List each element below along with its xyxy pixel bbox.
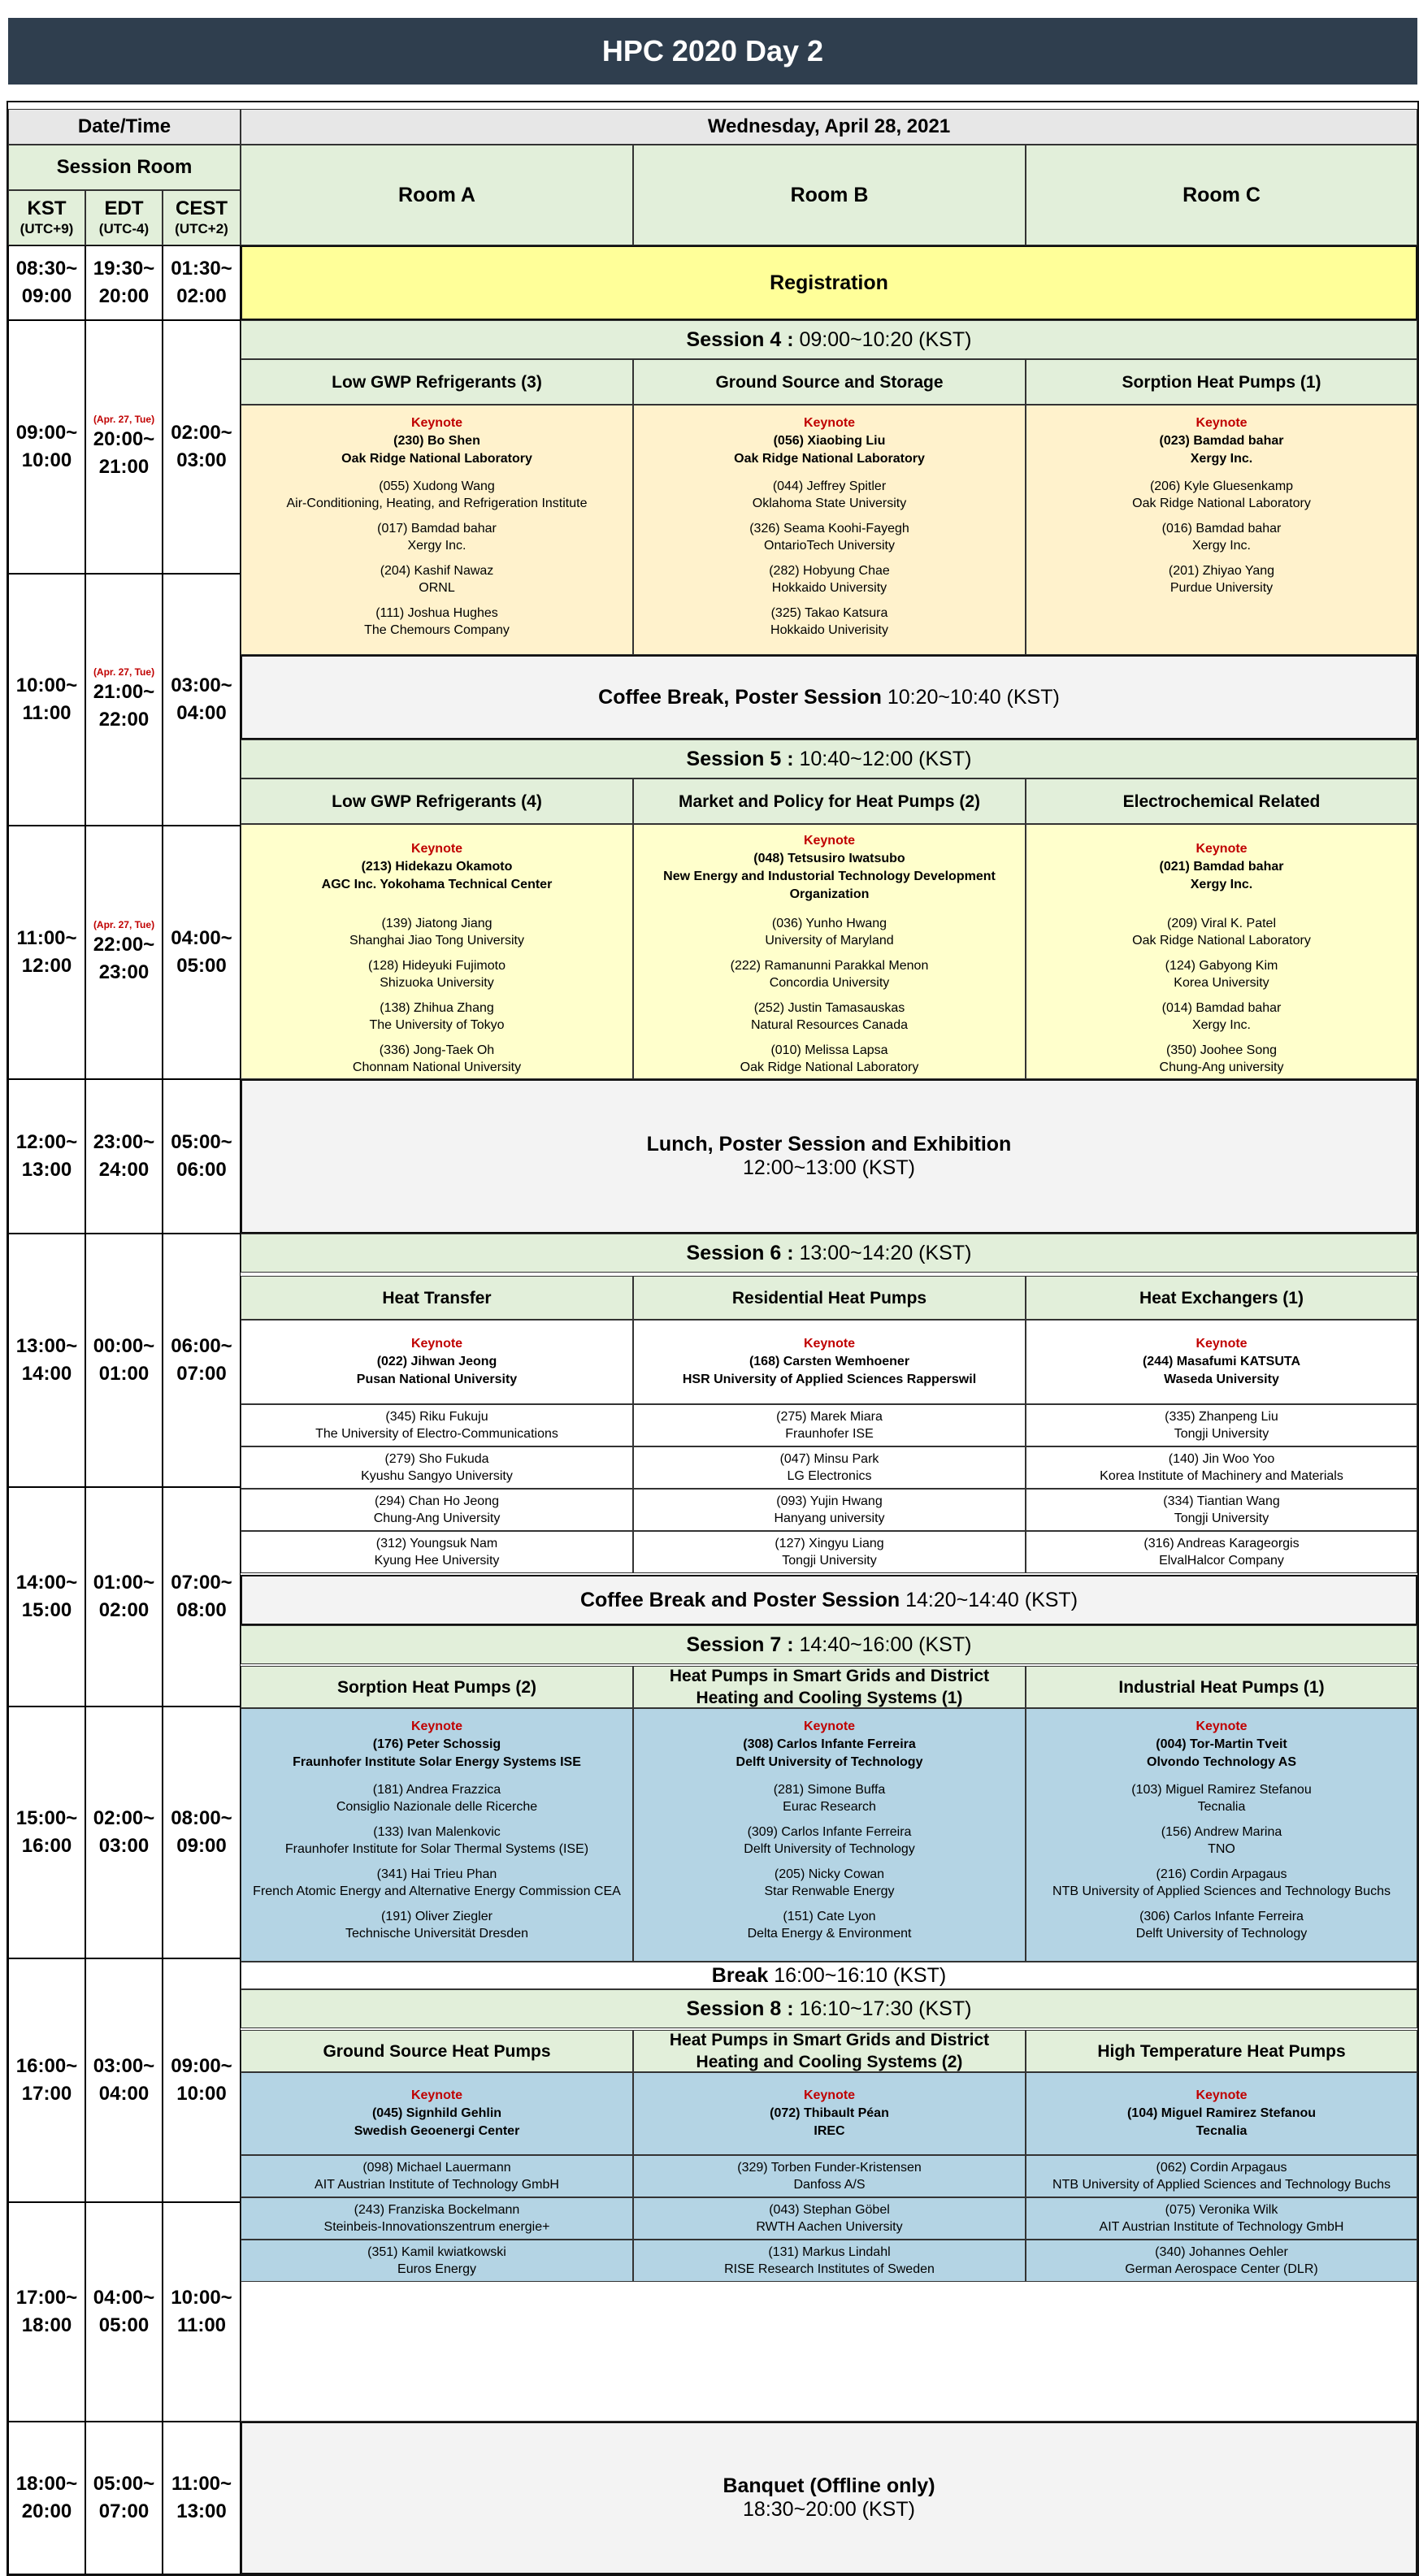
track-title: Sorption Heat Pumps (1): [1026, 359, 1417, 405]
session-room-label: Session Room: [8, 145, 241, 190]
speaker: (341) Hai Trieu Phan: [376, 1867, 497, 1881]
break-name: Coffee Break, Poster Session: [598, 685, 882, 709]
affiliation: Xergy Inc.: [1191, 539, 1251, 553]
keynote-line: (004) Tor-Martin Tveit: [1156, 1737, 1287, 1751]
time-start: 19:30~: [93, 258, 155, 280]
time-end: 24:00: [98, 1159, 150, 1181]
time-start: 02:00~: [171, 422, 232, 444]
keynote-line: Xergy Inc.: [1190, 878, 1253, 891]
time-end: 18:00: [21, 2314, 72, 2336]
date-note: (Apr. 27, Tue): [93, 919, 155, 930]
speaker: (047) Minsu Park: [779, 1452, 879, 1466]
speaker: (351) Kamil kwiatkowski: [367, 2245, 506, 2259]
speaker: (205) Nicky Cowan: [774, 1867, 885, 1881]
time-end: 05:00: [98, 2314, 150, 2336]
speaker: (216) Cordin Arpagaus: [1156, 1867, 1287, 1881]
speaker: (111) Joshua Hughes: [375, 606, 498, 620]
keynote-line: IREC: [814, 2124, 845, 2138]
keynote-line: Xergy Inc.: [1190, 452, 1253, 466]
keynote-label: Keynote: [1196, 1720, 1248, 1733]
time-end: 10:00: [176, 2083, 227, 2105]
affiliation: Xergy Inc.: [1191, 1018, 1251, 1032]
time-end: 10:00: [21, 449, 72, 471]
affiliation: Fraunhofer ISE: [785, 1427, 874, 1441]
affiliation: AIT Austrian Institute of Technology GmbH: [1099, 2220, 1344, 2234]
keynote-label: Keynote: [1196, 1337, 1248, 1351]
keynote-line: (230) Bo Shen: [393, 434, 480, 448]
speaker: (294) Chan Ho Jeong: [375, 1494, 499, 1508]
affiliation: NTB University of Applied Sciences and Technology Buchs: [1052, 1884, 1391, 1898]
speaker: (036) Yunho Hwang: [771, 917, 887, 930]
session-name: Session 4 :: [686, 327, 794, 351]
keynote-line: (045) Signhild Gehlin: [371, 2106, 502, 2120]
affiliation: Delft University of Technology: [744, 1842, 915, 1856]
track-title: Heat Pumps in Smart Grids and District Heating and Cooling Systems (2): [633, 2030, 1026, 2072]
speaker: (316) Andreas Karageorgis: [1143, 1537, 1300, 1550]
time-start: 16:00~: [15, 2055, 78, 2077]
keynote-label: Keynote: [410, 1337, 463, 1351]
time-start: 09:00~: [15, 422, 78, 444]
time-start: 00:00~: [93, 1335, 155, 1357]
time-start: 20:00~: [93, 428, 155, 450]
affiliation: German Aerospace Center (DLR): [1125, 2262, 1318, 2276]
timezone-offset: (UTC+2): [175, 221, 228, 236]
affiliation: LG Electronics: [787, 1469, 872, 1483]
time-end: 03:00: [176, 449, 227, 471]
time-end: 22:00: [98, 709, 150, 731]
speaker: (093) Yujin Hwang: [776, 1494, 883, 1508]
speaker: (335) Zhanpeng Liu: [1165, 1410, 1278, 1424]
timezone-offset: (UTC+9): [20, 221, 74, 236]
affiliation: TNO: [1208, 1842, 1235, 1856]
speaker: (206) Kyle Gluesenkamp: [1149, 479, 1294, 493]
affiliation: The University of Electro-Communications: [315, 1427, 558, 1441]
keynote-line: Organization: [789, 887, 870, 901]
speaker: (350) Joohee Song: [1165, 1043, 1278, 1057]
keynote-line: Oak Ridge National Laboratory: [734, 452, 925, 466]
track-title: Industrial Heat Pumps (1): [1026, 1666, 1417, 1708]
track-title: Low GWP Refrigerants (3): [241, 359, 633, 405]
time-start: 15:00~: [15, 1807, 78, 1829]
lunch-label: Lunch, Poster Session and Exhibition: [646, 1133, 1012, 1156]
time-end: 07:00: [98, 2500, 150, 2522]
break-time: 16:00~16:10 (KST): [774, 1963, 947, 1987]
affiliation: Oak Ridge National Laboratory: [1132, 497, 1311, 510]
speaker: (044) Jeffrey Spitler: [772, 479, 887, 493]
keynote-label: Keynote: [410, 2088, 463, 2102]
affiliation: Shanghai Jiao Tong University: [349, 934, 524, 948]
break-time: 10:20~10:40 (KST): [887, 685, 1060, 709]
speaker: (282) Hobyung Chae: [769, 564, 890, 578]
keynote-label: Keynote: [410, 416, 463, 430]
affiliation: Chonnam National University: [352, 1060, 522, 1074]
timezone-name: KST: [27, 197, 67, 219]
date-header: Wednesday, April 28, 2021: [241, 109, 1417, 145]
affiliation: ElvalHalcor Company: [1159, 1554, 1284, 1568]
speaker: (181) Andrea Frazzica: [372, 1783, 501, 1797]
time-end: 17:00: [21, 2083, 72, 2105]
keynote-line: (213) Hidekazu Okamoto: [361, 860, 513, 874]
time-start: 17:00~: [15, 2287, 78, 2309]
timezone-offset: (UTC-4): [98, 221, 150, 236]
room-header-c: Room C: [1026, 145, 1417, 245]
track-title: Ground Source Heat Pumps: [241, 2030, 633, 2072]
keynote-label: Keynote: [1196, 416, 1248, 430]
speaker: (098) Michael Lauermann: [362, 2161, 511, 2175]
track-title: Heat Exchangers (1): [1026, 1276, 1417, 1320]
speaker: (133) Ivan Malenkovic: [373, 1825, 501, 1839]
timezone-name: CEST: [175, 197, 228, 219]
affiliation: Steinbeis-Innovationszentrum energie+: [323, 2220, 550, 2234]
session-time: 14:40~16:00 (KST): [799, 1633, 972, 1656]
time-end: 13:00: [21, 1159, 72, 1181]
keynote-line: (168) Carsten Wemhoener: [749, 1355, 910, 1368]
page-title: HPC 2020 Day 2: [8, 18, 1417, 85]
affiliation: NTB University of Applied Sciences and Technology Buchs: [1052, 2178, 1391, 2192]
affiliation: Korea University: [1174, 976, 1269, 990]
time-start: 01:00~: [93, 1572, 155, 1594]
time-end: 15:00: [21, 1599, 72, 1621]
time-start: 13:00~: [15, 1335, 78, 1357]
time-start: 21:00~: [93, 681, 155, 703]
affiliation: Concordia University: [769, 976, 890, 990]
speaker: (312) Youngsuk Nam: [375, 1537, 498, 1550]
keynote-line: Pusan National University: [356, 1373, 518, 1386]
time-end: 23:00: [98, 961, 150, 983]
session-name: Session 7 :: [686, 1633, 794, 1656]
affiliation: Air-Conditioning, Heating, and Refrigeration Institute: [286, 497, 588, 510]
time-end: 02:00: [176, 285, 227, 307]
speaker: (062) Cordin Arpagaus: [1156, 2161, 1287, 2175]
affiliation: Oak Ridge National Laboratory: [1132, 934, 1311, 948]
affiliation: Hanyang university: [774, 1511, 885, 1525]
speaker: (124) Gabyong Kim: [1165, 959, 1278, 973]
time-start: 07:00~: [171, 1572, 232, 1594]
date-note: (Apr. 27, Tue): [93, 666, 155, 678]
keynote-label: Keynote: [1196, 842, 1248, 856]
affiliation: Chung-Ang university: [1159, 1060, 1284, 1074]
timezone-name: EDT: [104, 197, 144, 219]
speaker: (131) Markus Lindahl: [768, 2245, 891, 2259]
time-end: 03:00: [98, 1835, 150, 1857]
keynote-line: New Energy and Industorial Technology Development: [663, 870, 996, 883]
keynote-label: Keynote: [410, 842, 463, 856]
keynote-label: Keynote: [1196, 2088, 1248, 2102]
time-start: 14:00~: [15, 1572, 78, 1594]
keynote-label: Keynote: [803, 2088, 856, 2102]
affiliation: Kyung Hee University: [374, 1554, 500, 1568]
time-start: 22:00~: [93, 934, 155, 956]
keynote-label: Keynote: [410, 1720, 463, 1733]
affiliation: Tongji University: [1174, 1427, 1269, 1441]
speaker: (075) Veronika Wilk: [1165, 2203, 1278, 2217]
time-end: 11:00: [176, 2314, 227, 2336]
room-header-b: Room B: [633, 145, 1026, 245]
speaker: (243) Franziska Bockelmann: [354, 2203, 520, 2217]
speaker: (151) Cate Lyon: [783, 1910, 876, 1923]
time-start: 23:00~: [93, 1131, 155, 1153]
time-start: 08:30~: [15, 258, 78, 280]
time-start: 03:00~: [171, 674, 232, 696]
time-start: 04:00~: [171, 927, 232, 949]
keynote-line: (308) Carlos Infante Ferreira: [743, 1737, 916, 1751]
time-end: 11:00: [22, 702, 72, 724]
session-name: Session 6 :: [686, 1241, 794, 1264]
keynote-label: Keynote: [803, 1337, 856, 1351]
affiliation: The University of Tokyo: [369, 1018, 505, 1032]
speaker: (140) Jin Woo Yoo: [1168, 1452, 1275, 1466]
session-name: Session 8 :: [686, 1997, 794, 2020]
time-end: 12:00: [21, 955, 72, 977]
time-end: 14:00: [21, 1363, 72, 1385]
affiliation: RWTH Aachen University: [756, 2220, 903, 2234]
affiliation: French Atomic Energy and Alternative Energy Commission CEA: [253, 1884, 621, 1898]
speaker: (336) Jong-Taek Oh: [379, 1043, 495, 1057]
speaker: (329) Torben Funder-Kristensen: [737, 2161, 922, 2175]
lunch-time: 12:00~13:00 (KST): [743, 1156, 915, 1179]
speaker: (127) Xingyu Liang: [775, 1537, 884, 1550]
keynote-line: (022) Jihwan Jeong: [376, 1355, 497, 1368]
track-title: Market and Policy for Heat Pumps (2): [633, 778, 1026, 824]
affiliation: AIT Austrian Institute of Technology GmbH: [315, 2178, 559, 2192]
time-end: 04:00: [176, 702, 227, 724]
session-time: 16:10~17:30 (KST): [799, 1997, 972, 2020]
time-start: 11:00~: [171, 2473, 232, 2495]
affiliation: University of Maryland: [765, 934, 894, 948]
keynote-line: (023) Bamdad bahar: [1159, 434, 1284, 448]
speaker: (201) Zhiyao Yang: [1168, 564, 1275, 578]
time-start: 10:00~: [171, 2287, 232, 2309]
speaker: (055) Xudong Wang: [379, 479, 495, 493]
keynote-line: Swedish Geoenergi Center: [354, 2124, 520, 2138]
time-end: 16:00: [21, 1835, 72, 1857]
speaker: (345) Riku Fukuju: [385, 1410, 488, 1424]
time-start: 09:00~: [171, 2055, 232, 2077]
track-title: Electrochemical Related: [1026, 778, 1417, 824]
banquet-label: Banquet (Offline only): [723, 2474, 935, 2497]
affiliation: Oklahoma State University: [752, 497, 907, 510]
speaker: (138) Zhihua Zhang: [380, 1001, 494, 1015]
speaker: (204) Kashif Nawaz: [380, 564, 494, 578]
keynote-line: Tecnalia: [1196, 2124, 1248, 2138]
speaker: (340) Johannes Oehler: [1155, 2245, 1288, 2259]
affiliation: Star Renwable Energy: [764, 1884, 895, 1898]
speaker: (281) Simone Buffa: [773, 1783, 886, 1797]
affiliation: Hokkaido University: [771, 581, 887, 595]
keynote-line: Oak Ridge National Laboratory: [341, 452, 532, 466]
time-start: 05:00~: [171, 1131, 232, 1153]
affiliation: Delft University of Technology: [1135, 1927, 1308, 1941]
session-time: 13:00~14:20 (KST): [799, 1241, 972, 1264]
speaker: (016) Bamdad bahar: [1161, 522, 1282, 536]
affiliation: RISE Research Institutes of Sweden: [724, 2262, 935, 2276]
speaker: (043) Stephan Göbel: [769, 2203, 890, 2217]
time-end: 02:00: [98, 1599, 150, 1621]
break-time: 14:20~14:40 (KST): [905, 1588, 1078, 1611]
time-start: 10:00~: [15, 674, 78, 696]
affiliation: Tongji University: [782, 1554, 877, 1568]
time-start: 18:00~: [15, 2473, 78, 2495]
affiliation: Tongji University: [1174, 1511, 1269, 1525]
speaker: (309) Carlos Infante Ferreira: [747, 1825, 912, 1839]
keynote-line: (072) Thibault Péan: [770, 2106, 889, 2120]
affiliation: Hokkaido Univerisity: [770, 623, 888, 637]
affiliation: Kyushu Sangyo University: [361, 1469, 513, 1483]
time-end: 09:00: [21, 285, 72, 307]
session-name: Session 5 :: [686, 747, 794, 770]
room-header-a: Room A: [241, 145, 633, 245]
keynote-line: (048) Tetsusiro Iwatsubo: [753, 852, 905, 865]
affiliation: Shizuoka University: [380, 976, 494, 990]
affiliation: Korea Institute of Machinery and Materials: [1100, 1469, 1343, 1483]
speaker: (334) Tiantian Wang: [1163, 1494, 1280, 1508]
affiliation: OntarioTech University: [764, 539, 895, 553]
speaker: (275) Marek Miara: [776, 1410, 883, 1424]
time-start: 08:00~: [171, 1807, 232, 1829]
affiliation: Technische Universität Dresden: [345, 1927, 528, 1941]
break-name: Break: [711, 1963, 769, 1987]
speaker: (222) Ramanunni Parakkal Menon: [730, 959, 929, 973]
time-end: 06:00: [176, 1159, 227, 1181]
time-end: 13:00: [176, 2500, 227, 2522]
registration-row: Registration: [241, 245, 1417, 320]
keynote-label: Keynote: [803, 834, 856, 848]
session-time: 10:40~12:00 (KST): [799, 747, 972, 770]
speaker: (010) Melissa Lapsa: [770, 1043, 888, 1057]
time-end: 04:00: [98, 2083, 150, 2105]
time-start: 04:00~: [93, 2287, 155, 2309]
speaker: (014) Bamdad bahar: [1161, 1001, 1282, 1015]
speaker: (325) Takao Katsura: [770, 606, 888, 620]
speaker: (191) Oliver Ziegler: [381, 1910, 493, 1923]
time-start: 05:00~: [93, 2473, 155, 2495]
affiliation: Purdue University: [1169, 581, 1274, 595]
track-title: Heat Pumps in Smart Grids and District Heating and Cooling Systems (1): [633, 1666, 1026, 1708]
time-start: 06:00~: [171, 1335, 232, 1357]
track-title: Heat Transfer: [241, 1276, 633, 1320]
date-time-label: Date/Time: [8, 109, 241, 145]
time-start: 02:00~: [93, 1807, 155, 1829]
keynote-line: Olvondo Technology AS: [1147, 1755, 1296, 1769]
banquet-time: 18:30~20:00 (KST): [743, 2498, 915, 2521]
speaker: (326) Seama Koohi-Fayegh: [749, 522, 909, 536]
affiliation: Danfoss A/S: [793, 2178, 866, 2192]
affiliation: Natural Resources Canada: [751, 1018, 908, 1032]
keynote-line: HSR University of Applied Sciences Rapperswil: [682, 1373, 977, 1386]
time-start: 03:00~: [93, 2055, 155, 2077]
time-start: 12:00~: [15, 1131, 78, 1153]
keynote-label: Keynote: [803, 416, 856, 430]
keynote-line: AGC Inc. Yokohama Technical Center: [321, 878, 553, 891]
keynote-line: (244) Masafumi KATSUTA: [1142, 1355, 1301, 1368]
affiliation: Fraunhofer Institute for Solar Thermal Systems (ISE): [284, 1842, 589, 1856]
affiliation: The Chemours Company: [364, 623, 510, 637]
affiliation: Oak Ridge National Laboratory: [740, 1060, 919, 1074]
track-title: Ground Source and Storage: [633, 359, 1026, 405]
speaker: (103) Miguel Ramirez Stefanou: [1131, 1783, 1312, 1797]
track-title: High Temperature Heat Pumps: [1026, 2030, 1417, 2072]
keynote-line: (104) Miguel Ramirez Stefanou: [1126, 2106, 1317, 2120]
time-end: 05:00: [176, 955, 227, 977]
time-end: 07:00: [176, 1363, 227, 1385]
speaker: (139) Jiatong Jiang: [381, 917, 493, 930]
date-note: (Apr. 27, Tue): [93, 414, 155, 425]
time-end: 09:00: [176, 1835, 227, 1857]
affiliation: ORNL: [419, 581, 455, 595]
affiliation: Consiglio Nazionale delle Ricerche: [336, 1800, 538, 1814]
track-title: Sorption Heat Pumps (2): [241, 1666, 633, 1708]
speaker: (279) Sho Fukuda: [384, 1452, 489, 1466]
time-end: 01:00: [98, 1363, 150, 1385]
time-start: 11:00~: [16, 927, 77, 949]
keynote-line: (176) Peter Schossig: [372, 1737, 501, 1751]
session-time: 09:00~10:20 (KST): [799, 327, 972, 351]
speaker: (017) Bamdad bahar: [377, 522, 497, 536]
affiliation: Chung-Ang University: [373, 1511, 501, 1525]
affiliation: Delta Energy & Environment: [747, 1927, 912, 1941]
speaker: (156) Andrew Marina: [1161, 1825, 1282, 1839]
time-start: 01:30~: [171, 258, 232, 280]
track-title: Low GWP Refrigerants (4): [241, 778, 633, 824]
track-title: Residential Heat Pumps: [633, 1276, 1026, 1320]
time-end: 08:00: [176, 1599, 227, 1621]
break-name: Coffee Break and Poster Session: [579, 1588, 900, 1611]
speaker: (209) Viral K. Patel: [1167, 917, 1276, 930]
keynote-line: (021) Bamdad bahar: [1159, 860, 1284, 874]
affiliation: Tecnalia: [1197, 1800, 1246, 1814]
speaker: (128) Hideyuki Fujimoto: [368, 959, 506, 973]
keynote-label: Keynote: [803, 1720, 856, 1733]
affiliation: Xergy Inc.: [407, 539, 466, 553]
affiliation: Eurac Research: [783, 1800, 876, 1814]
time-end: 20:00: [21, 2500, 72, 2522]
outer-frame: [7, 101, 1419, 2576]
keynote-line: Fraunhofer Institute Solar Energy Systems ISE: [293, 1755, 581, 1769]
time-end: 21:00: [98, 456, 150, 478]
affiliation: Euros Energy: [397, 2262, 476, 2276]
keynote-line: Delft University of Technology: [736, 1755, 923, 1769]
speaker: (252) Justin Tamasauskas: [753, 1001, 905, 1015]
speaker: (306) Carlos Infante Ferreira: [1139, 1910, 1304, 1923]
time-end: 20:00: [98, 285, 150, 307]
keynote-line: (056) Xiaobing Liu: [773, 434, 886, 448]
keynote-line: Waseda University: [1164, 1373, 1279, 1386]
